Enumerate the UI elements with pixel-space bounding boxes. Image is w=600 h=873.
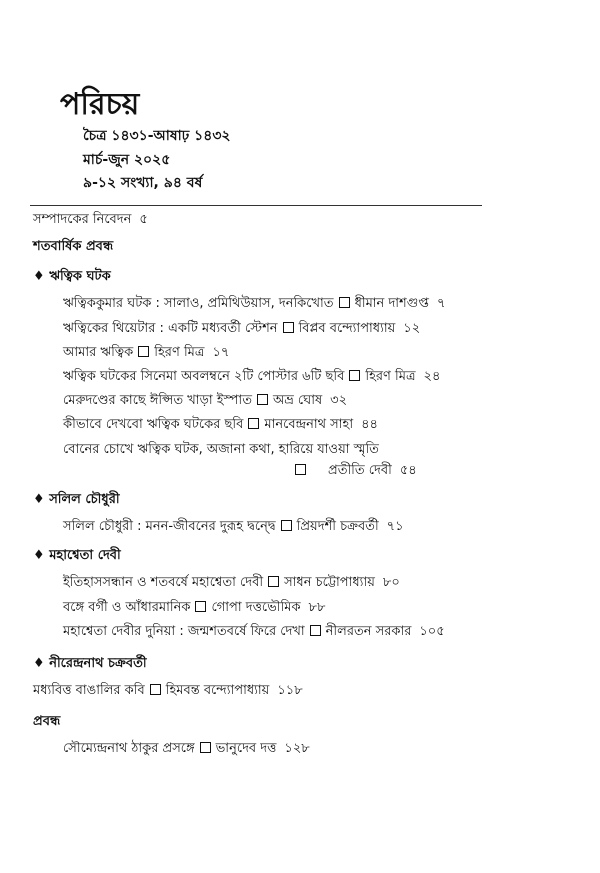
entry-page: ৮০ [382,575,400,590]
bullet-icon: ♦ [33,656,45,671]
entry-author: হিরণ মিত্র [154,345,205,360]
toc-entry [63,343,229,364]
entry-title: ঋত্বিকের থিয়েটার : একটি মধ্যবর্তী স্টেশন [63,321,278,336]
box-icon [349,370,360,381]
toc-entry [63,294,445,315]
entry-page: ৭১ [386,519,404,534]
entry-page: ৪৪ [361,417,378,432]
box-icon [248,418,259,429]
entry-page: ১০৫ [419,624,445,639]
box-icon [257,394,268,405]
toc-entry [63,367,440,388]
entry-page: ১২৮ [284,741,310,756]
box-icon [195,601,206,612]
section-title: নীরেন্দ্রনাথ চক্রবর্তী [49,656,147,671]
entry-author: ধীমান দাশগুপ্ত [354,296,429,311]
entry-author: গোপা দত্তভৌমিক [211,600,301,615]
box-icon [268,576,279,587]
entry-page: ৭ [436,296,446,311]
toc-entry [63,391,347,412]
entry-title: মহাশ্বেতা দেবীর দুনিয়া : জন্মশতবর্ষে ফিরে দেখা [63,624,305,639]
section-heading [33,654,147,675]
entry-title: ইতিহাসসন্ধান ও শতবর্ষে মহাশ্বেতা দেবী [63,575,264,590]
entry-title: ঋত্বিক ঘটকের সিনেমা অবলম্বনে ২টি পোস্টার ৬টি ছবি [63,369,345,384]
section-heading [33,490,120,511]
entry-page: ২৪ [423,369,441,384]
entry-author: প্রতীতি দেবী [328,463,392,478]
entry-title: মেরুদণ্ডের কাছে ঈপ্সিত খাড়া ইস্পাত [63,393,252,408]
toc-entry [63,622,445,643]
bullet-icon: ♦ [33,548,45,563]
box-icon [150,684,161,695]
toc-entry-title: বোনের চোখে ঋত্বিক ঘটক, অজানা কথা, হারিয়ে যাওয়া স্মৃতি [63,442,379,457]
box-icon [138,346,149,357]
entry-author: নীলরতন সরকার [325,624,412,639]
section-title: মহাশ্বেতা দেবী [49,548,121,563]
centenary-heading: শতবার্ষিক প্রবন্ধ [33,239,114,254]
bullet-icon: ♦ [33,269,45,284]
entry-title: বঙ্গে বর্গী ও আঁধারমানিক [63,600,191,615]
entry-page: ১৭ [212,345,230,360]
entry-title: সম্পাদকের নিবেদন [33,212,132,227]
essays-heading: প্রবন্ধ [33,714,61,729]
toc-editorial [33,210,148,231]
section-title: ঋত্বিক ঘটক [49,269,111,284]
entry-title: মধ্যবিত্ত বাঙালির কবি [33,683,145,698]
box-icon [200,742,211,753]
magazine-title: পরিচয় [60,87,140,122]
box-icon [281,520,292,531]
box-icon [310,625,321,636]
entry-author: ভানুদেব দত্ত [215,741,277,756]
entry-page: ৩২ [330,393,348,408]
section-heading [33,546,121,567]
toc-entry [63,598,325,619]
section-title: সলিল চৌধুরী [49,492,120,507]
issue-number: ৯-১২ সংখ্যা, ৯৪ বর্ষ [83,175,203,191]
entry-author: অভ্র ঘোষ [272,393,323,408]
entry-page: ১১৮ [277,683,303,698]
toc-entry [63,415,378,436]
entry-page: ১২ [403,321,421,336]
entry-author: সাধন চট্টোপাধ্যায় [284,575,375,590]
divider [30,205,482,206]
bullet-icon: ♦ [33,492,45,507]
toc-entry [63,573,400,594]
entry-author: হিরণ মিত্র [365,369,416,384]
entry-title: সলিল চৌধুরী : মনন-জীবনের দুরূহ দ্বন্দ্বে [63,519,276,534]
entry-author: হিমবন্ত বন্দ্যোপাধ্যায় [165,683,270,698]
entry-author: মানবেন্দ্রনাথ সাহা [264,417,354,432]
entry-author: বিপ্লব বন্দ্যোপাধ্যায় [298,321,396,336]
toc-entry [33,681,303,702]
box-icon [339,297,350,308]
toc-entry [63,739,310,760]
entry-title: ঋত্বিককুমার ঘটক : সালাও, প্রমিথিউয়াস, দনকিখোত [63,296,334,311]
toc-entry [63,319,420,340]
box-icon [283,322,294,333]
toc-entry-author-line [290,461,417,482]
toc-entry [63,517,404,538]
entry-page: ৫৪ [399,463,417,478]
box-icon [295,464,306,475]
issue-english-months: মার্চ-জুন ২০২৫ [83,152,171,168]
entry-author: প্রিয়দর্শী চক্রবর্তী [296,519,379,534]
entry-page: ৮৮ [308,600,326,615]
entry-title: সৌম্যেন্দ্রনাথ ঠাকুর প্রসঙ্গে [63,741,195,756]
section-heading [33,267,111,288]
issue-bengali-months: চৈত্র ১৪৩১-আষাঢ় ১৪৩২ [83,128,231,144]
entry-title: কীভাবে দেখবো ঋত্বিক ঘটকের ছবি [63,417,244,432]
entry-title: আমার ঋত্বিক [63,345,134,360]
entry-page: ৫ [139,212,148,227]
